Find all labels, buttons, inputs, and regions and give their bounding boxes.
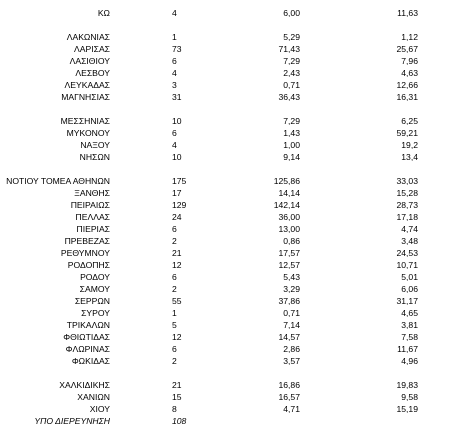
rate-cell: 1,00 <box>283 140 300 150</box>
rate-per-population-cell: 7,96 <box>401 56 418 66</box>
rate-per-population-cell: 19,2 <box>401 140 418 150</box>
region-name-cell: ΠΕΛΛΑΣ <box>75 212 110 222</box>
table-row <box>0 284 469 295</box>
rate-per-population-cell: 33,03 <box>396 176 418 186</box>
case-count-cell: 2 <box>172 236 177 246</box>
region-name-cell: ΧΙΟΥ <box>89 404 110 414</box>
rate-per-population-cell: 11,67 <box>397 344 418 354</box>
rate-cell: 16,57 <box>278 392 300 402</box>
table-row <box>0 44 469 55</box>
case-count-cell: 15 <box>172 392 182 402</box>
table-row <box>0 416 469 427</box>
rate-cell: 36,43 <box>278 92 300 102</box>
rate-per-population-cell: 13,4 <box>401 152 418 162</box>
rate-per-population-cell: 19,83 <box>396 380 418 390</box>
region-name-cell: ΦΘΙΩΤΙΔΑΣ <box>63 332 110 342</box>
region-name-cell: ΧΑΝΙΩΝ <box>77 392 110 402</box>
region-name-cell: ΜΑΓΝΗΣΙΑΣ <box>61 92 110 102</box>
case-count-cell: 3 <box>172 80 177 90</box>
rate-per-population-cell: 59,21 <box>396 128 418 138</box>
rate-per-population-cell: 15,28 <box>396 188 418 198</box>
table-row <box>0 212 469 223</box>
region-name-cell: ΚΩ <box>97 8 110 18</box>
region-name-cell: ΡΟΔΟΠΗΣ <box>67 260 110 270</box>
rate-per-population-cell: 15,19 <box>396 404 418 414</box>
table-row <box>0 308 469 319</box>
case-count-cell: 21 <box>172 380 182 390</box>
table-row <box>0 320 469 331</box>
rate-per-population-cell: 31,17 <box>396 296 418 306</box>
rate-cell: 142,14 <box>273 200 300 210</box>
rate-cell: 37,86 <box>278 296 300 306</box>
region-name-cell: ΡΕΘΥΜΝΟΥ <box>60 248 110 258</box>
table-row <box>0 404 469 415</box>
rate-per-population-cell: 4,63 <box>401 68 418 78</box>
table-row <box>0 56 469 67</box>
table-row <box>0 224 469 235</box>
region-name-cell: ΦΛΩΡΙΝΑΣ <box>65 344 110 354</box>
table-row <box>0 332 469 343</box>
case-count-cell: 21 <box>172 248 182 258</box>
table-row <box>0 80 469 91</box>
region-name-cell: ΛΕΥΚΑΔΑΣ <box>64 80 110 90</box>
table-row <box>0 128 469 139</box>
case-count-cell: 4 <box>172 140 177 150</box>
table-row <box>0 152 469 163</box>
region-name-cell: ΝΑΞΟΥ <box>80 140 110 150</box>
rate-cell: 36,00 <box>278 212 300 222</box>
rate-cell <box>262 416 300 427</box>
rate-per-population-cell: 6,06 <box>401 284 418 294</box>
case-count-cell: 55 <box>172 296 182 306</box>
rate-per-population-cell: 25,67 <box>396 44 418 54</box>
rate-per-population-cell: 6,25 <box>401 116 418 126</box>
rate-per-population-cell: 4,65 <box>401 308 418 318</box>
region-name-cell: ΧΑΛΚΙΔΙΚΗΣ <box>59 380 110 390</box>
region-name-cell: ΡΟΔΟΥ <box>80 272 110 282</box>
table-row <box>0 8 469 19</box>
case-count-cell: 2 <box>172 356 177 366</box>
rate-cell: 2,43 <box>283 68 300 78</box>
region-name-cell: ΤΡΙΚΑΛΩΝ <box>66 320 110 330</box>
rate-cell: 5,29 <box>283 32 300 42</box>
region-name-cell: ΜΥΚΟΝΟΥ <box>66 128 110 138</box>
table-row <box>0 356 469 367</box>
region-name-cell: ΦΩΚΙΔΑΣ <box>71 356 110 366</box>
table-row <box>0 68 469 79</box>
rate-per-population-cell: 1,12 <box>401 32 418 42</box>
rate-cell: 13,00 <box>278 224 300 234</box>
region-name-cell: ΠΡΕΒΕΖΑΣ <box>64 236 110 246</box>
region-name-cell: ΛΑΚΩΝΙΑΣ <box>66 32 110 42</box>
rate-per-population-cell: 24,53 <box>396 248 418 258</box>
rate-per-population-cell: 5,01 <box>401 272 418 282</box>
case-count-cell: 8 <box>172 404 177 414</box>
region-name-cell: ΠΙΕΡΙΑΣ <box>76 224 110 234</box>
rate-cell: 14,57 <box>278 332 300 342</box>
case-count-cell: 31 <box>172 92 182 102</box>
region-name-cell: ΠΕΙΡΑΙΩΣ <box>70 200 110 210</box>
rate-cell: 9,14 <box>283 152 300 162</box>
table-row <box>0 380 469 391</box>
case-count-cell: 4 <box>172 8 177 18</box>
rate-cell: 71,43 <box>278 44 300 54</box>
case-count-cell: 108 <box>172 416 187 426</box>
rate-per-population-cell: 4,96 <box>401 356 418 366</box>
rate-cell: 7,29 <box>283 56 300 66</box>
case-count-cell: 4 <box>172 68 177 78</box>
region-name-cell: ΣΥΡΟΥ <box>81 308 110 318</box>
rate-per-population-cell: 7,58 <box>401 332 418 342</box>
rate-per-population-cell: 17,18 <box>396 212 418 222</box>
region-name-cell: ΝΟΤΙΟΥ ΤΟΜΕΑ ΑΘΗΝΩΝ <box>6 176 110 186</box>
case-count-cell: 6 <box>172 128 177 138</box>
rate-cell: 0,71 <box>283 80 300 90</box>
case-count-cell: 12 <box>172 332 182 342</box>
region-name-cell: ΝΗΣΩΝ <box>79 152 110 162</box>
case-count-cell: 2 <box>172 284 177 294</box>
case-count-cell: 6 <box>172 224 177 234</box>
rate-cell: 2,86 <box>283 344 300 354</box>
case-count-cell: 175 <box>172 176 187 186</box>
table-row <box>0 140 469 151</box>
rate-cell: 125,86 <box>273 176 300 186</box>
table-row <box>0 200 469 211</box>
rate-cell: 7,29 <box>283 116 300 126</box>
rate-cell: 7,14 <box>283 320 300 330</box>
region-name-cell: ΞΑΝΘΗΣ <box>74 188 110 198</box>
rate-cell: 1,43 <box>283 128 300 138</box>
case-count-cell: 6 <box>172 272 177 282</box>
region-name-cell: ΣΕΡΡΩΝ <box>74 296 110 306</box>
region-name-cell: ΛΑΣΙΘΙΟΥ <box>69 56 110 66</box>
rate-per-population-cell: 3,48 <box>401 236 418 246</box>
case-count-cell: 6 <box>172 344 177 354</box>
region-name-cell: ΣΑΜΟΥ <box>79 284 110 294</box>
region-name-cell: ΛΑΡΙΣΑΣ <box>74 44 110 54</box>
table-row <box>0 176 469 187</box>
rate-per-population-cell <box>380 416 418 427</box>
case-count-cell: 1 <box>172 32 177 42</box>
case-count-cell: 12 <box>172 260 182 270</box>
rate-per-population-cell: 28,73 <box>396 200 418 210</box>
case-count-cell: 73 <box>172 44 182 54</box>
rate-cell: 3,29 <box>283 284 300 294</box>
table-row <box>0 248 469 259</box>
case-count-cell: 1 <box>172 308 177 318</box>
table-row <box>0 92 469 103</box>
rate-cell: 16,86 <box>278 380 300 390</box>
rate-cell: 0,71 <box>283 308 300 318</box>
rate-per-population-cell: 9,58 <box>401 392 418 402</box>
case-count-cell: 5 <box>172 320 177 330</box>
rate-cell: 5,43 <box>283 272 300 282</box>
rate-per-population-cell: 3,81 <box>401 320 418 330</box>
table-row <box>0 272 469 283</box>
region-name-cell: ΛΕΣΒΟΥ <box>75 68 110 78</box>
rate-cell: 14,14 <box>278 188 300 198</box>
rate-cell: 17,57 <box>278 248 300 258</box>
case-count-cell: 24 <box>172 212 182 222</box>
case-count-cell: 129 <box>172 200 187 210</box>
table-row <box>0 392 469 403</box>
region-name-cell: ΥΠΟ ΔΙΕΡΕΥΝΗΣΗ <box>34 416 110 426</box>
rate-per-population-cell: 11,63 <box>397 8 418 18</box>
case-count-cell: 6 <box>172 56 177 66</box>
rate-cell: 4,71 <box>283 404 300 414</box>
case-count-cell: 17 <box>172 188 182 198</box>
rate-per-population-cell: 16,31 <box>396 92 418 102</box>
table-row <box>0 344 469 355</box>
table-row <box>0 188 469 199</box>
rate-cell: 6,00 <box>283 8 300 18</box>
table-row <box>0 260 469 271</box>
region-name-cell: ΜΕΣΣΗΝΙΑΣ <box>60 116 110 126</box>
table-row <box>0 32 469 43</box>
rate-per-population-cell: 10,71 <box>396 260 418 270</box>
rate-cell: 3,57 <box>283 356 300 366</box>
rate-cell: 12,57 <box>278 260 300 270</box>
case-count-cell: 10 <box>172 116 182 126</box>
case-count-cell: 10 <box>172 152 182 162</box>
rate-cell: 0,86 <box>283 236 300 246</box>
table-row <box>0 116 469 127</box>
rate-per-population-cell: 4,74 <box>401 224 418 234</box>
table-row <box>0 296 469 307</box>
rate-per-population-cell: 12,66 <box>396 80 418 90</box>
table-row <box>0 236 469 247</box>
